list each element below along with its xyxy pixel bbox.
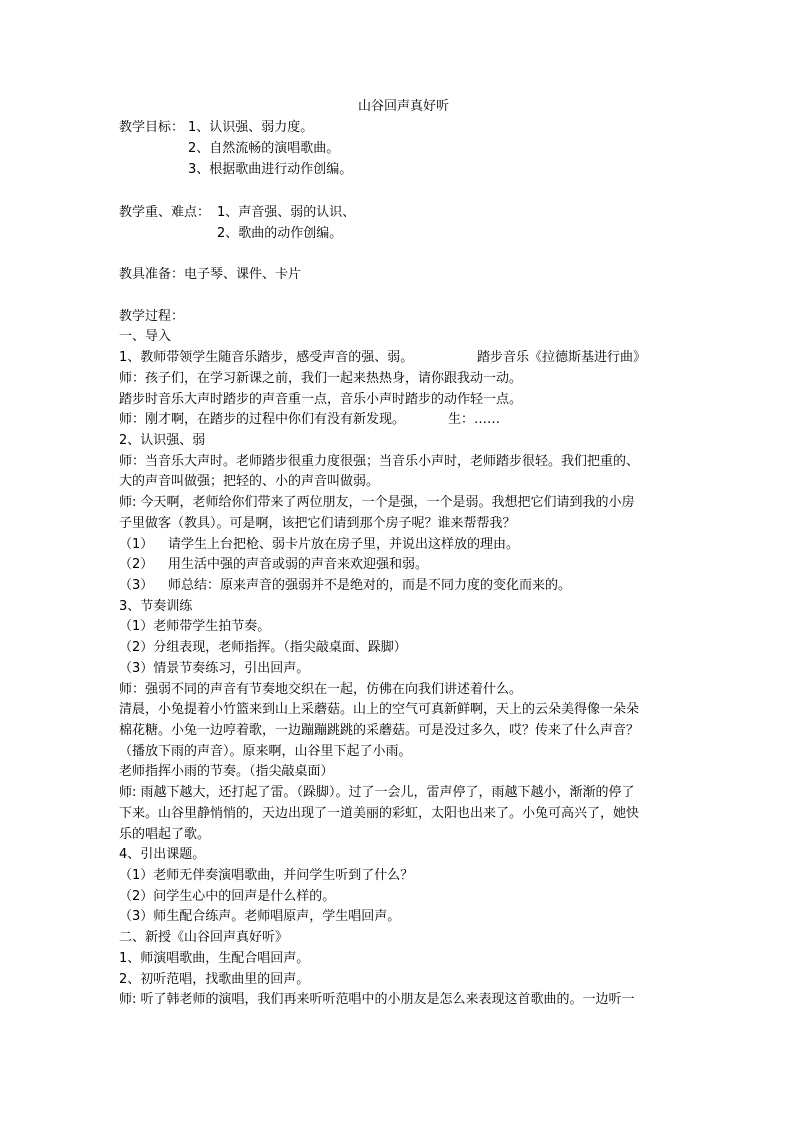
objective-item: 1、认识强、弱力度。 xyxy=(188,120,314,135)
list-number: （2） xyxy=(119,557,154,572)
paragraph: 1、师演唱歌曲，生配合唱回声。 xyxy=(119,951,310,966)
list-item: （3）情景节奏练习，引出回声。 xyxy=(119,661,310,676)
paragraph: 棉花糖。小兔一边哼着歌，一边蹦蹦跳跳的采蘑菇。可是没过多久，哎？传来了什么声音？ xyxy=(119,723,640,738)
paragraph: 1、教师带领学生随音乐踏步，感受声音的强、弱。 xyxy=(119,350,414,365)
paragraph: 清晨，小兔提着小竹篮来到山上采蘑菇。山上的空气可真新鲜啊，天上的云朵美得像一朵朵 xyxy=(119,702,640,717)
list-item: 请学生上台把枪、弱卡片放在房子里，并说出这样放的理由。 xyxy=(168,537,520,552)
list-number: （1） xyxy=(119,537,154,552)
list-item: （2）问学生心中的回声是什么样的。 xyxy=(119,889,336,904)
list-item: 用生活中强的声音或弱的声音来欢迎强和弱。 xyxy=(168,557,429,572)
paragraph: （播放下雨的声音）。原来啊，山谷里下起了小雨。 xyxy=(119,744,412,759)
list-item: 师总结：原来声音的强弱并不是绝对的，而是不同力度的变化而来的。 xyxy=(168,578,572,593)
paragraph: 师：强弱不同的声音有节奏地交织在一起，仿佛在向我们讲述着什么。 xyxy=(119,682,523,697)
process-heading: 教学过程： xyxy=(119,309,185,324)
paragraph: 师：刚才啊，在踏步的过程中你们有没有新发现。 xyxy=(119,412,406,427)
list-item: （3）师生配合练声。老师唱原声，学生唱回声。 xyxy=(119,909,401,924)
paragraph: 师：孩子们，在学习新课之前，我们一起来热热身，请你跟我动一动。 xyxy=(119,371,523,386)
paragraph: 师：当音乐大声时。老师踏步很重力度很强；当音乐小声时，老师踏步很轻。我们把重的、 xyxy=(119,454,640,469)
subsection-heading: 4、引出课题。 xyxy=(119,847,206,862)
subsection-heading: 2、认识强、弱 xyxy=(119,433,206,448)
key-point-item: 1、声音强、弱的认识、 xyxy=(217,205,356,220)
list-number: （3） xyxy=(119,578,154,593)
paragraph: 子里做客（教具）。可是啊，该把它们请到那个房子呢？谁来帮帮我？ xyxy=(119,516,516,531)
objective-item: 2、自然流畅的演唱歌曲。 xyxy=(188,141,340,156)
section-heading: 二、新授《山谷回声真好听》 xyxy=(119,930,289,945)
paragraph: 乐的唱起了歌。 xyxy=(119,827,211,842)
key-point-item: 2、歌曲的动作创编。 xyxy=(217,226,343,241)
paragraph-note: 踏步音乐《拉德斯基进行曲》 xyxy=(477,350,647,365)
objective-item: 3、根据歌曲进行动作创编。 xyxy=(188,162,353,177)
list-item: （2）分组表现，老师指挥。（指尖敲桌面、跺脚） xyxy=(119,640,407,655)
document-title: 山谷回声真好听 xyxy=(358,99,450,114)
paragraph: 下来。山谷里静悄悄的，天边出现了一道美丽的彩虹，太阳也出来了。小兔可高兴了，她快 xyxy=(119,806,640,821)
key-points-heading: 教学重、难点： xyxy=(119,205,211,220)
objectives-heading: 教学目标： xyxy=(119,120,185,135)
list-item: （1）老师带学生拍节奏。 xyxy=(119,619,271,634)
student-response: 生：…… xyxy=(448,412,501,427)
section-heading: 一、导入 xyxy=(119,329,172,344)
paragraph: 师: 今天啊，老师给你们带来了两位朋友，一个是强，一个是弱。我想把它们请到我的小房 xyxy=(119,495,635,510)
paragraph: 师: 听了韩老师的演唱，我们再来听听范唱中的小朋友是怎么来表现这首歌曲的。一边听一 xyxy=(119,992,635,1007)
subsection-heading: 3、节奏训练 xyxy=(119,599,193,614)
list-item: （1）老师无伴奏演唱歌曲，并问学生听到了什么？ xyxy=(119,868,414,883)
teaching-tools: 教具准备：电子琴、课件、卡片 xyxy=(119,267,302,282)
paragraph: 老师指挥小雨的节奏。（指尖敲桌面） xyxy=(119,764,334,779)
paragraph: 2、初听范唱，找歌曲里的回声。 xyxy=(119,972,310,987)
paragraph: 师: 雨越下越大，还打起了雷。（跺脚）。过了一会儿，雷声停了，雨越下越小，渐渐的停了 xyxy=(119,785,635,800)
paragraph: 踏步时音乐大声时踏步的声音重一点，音乐小声时踏步的动作轻一点。 xyxy=(119,392,523,407)
paragraph: 大的声音叫做强；把轻的、小的声音叫做弱。 xyxy=(119,474,380,489)
